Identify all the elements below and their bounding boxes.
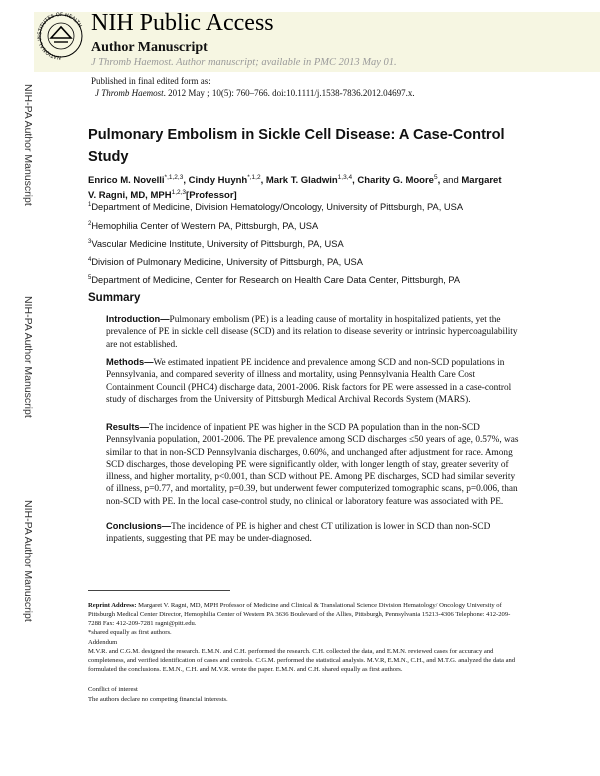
- affiliation: $^1$Department of Medicine, Division Hematology/Oncology, University of Pittsburgh, PA, USA: [88, 202, 464, 213]
- addendum-label: Addendum: [88, 639, 118, 646]
- authors-and: and: [442, 175, 459, 187]
- journal-name: J Thromb Haemost: [95, 88, 164, 98]
- author-name: Margaret V. Ragni, MD, MPH: [88, 175, 502, 202]
- summary-heading: Summary: [88, 292, 141, 304]
- availability-note: J Thromb Haemost. Author manuscript; available in PMC 2013 May 01.: [91, 57, 397, 68]
- abstract-results: Results—The incidence of inpatient PE was higher in the SCD PA population than in the non-SCD Pennsylvania population, 2001-2006. The PE prevalence among SCD discharges ≤50 years of age, 0.57%, was similar to that in non-SCD Pennsylvania discharges, 0.60%, and unchanged after adjustment for race. Among SCD discharges, those developing PE were significantly older, with longer length of stay, greater severity of illness, and higher mortality, p<0.001, than SCD without PE. Among PE discharges, SCD had similar severity of illness, p=0.77, and mortality, p=0.39, but underwent fewer computerized tomographic scans, p=0.006, than non-SCD with PE. In the local case-control study, no clinical or laboratory feature was associated with PE.: [106, 422, 519, 507]
- header-title: NIH Public Access: [91, 10, 274, 36]
- reprint-address: Reprint Address: Margaret V. Ragni, MD, MPH Professor of Medicine and Clinical & Translational Science Division Hematology/ Oncology University of Pittsburgh Medical Center Director, Hemophilia Center of Western PA 3636 Boulevard of the Allies, Pittsburgh, Pennsylvania 15213-4306 Telephone: 412-209-7288 Fax: 412-209-7281 ragni@pitt.edu.: [88, 602, 511, 627]
- affiliation: $^2$Hemophilia Center of Western PA, Pittsburgh, PA, USA: [88, 221, 319, 232]
- coi-text: The authors declare no competing financial interests.: [88, 696, 228, 703]
- side-label-bottom: NIH-PA Author Manuscript: [22, 500, 34, 622]
- author-name: Charity G. Moore: [357, 175, 434, 187]
- side-label-middle: NIH-PA Author Manuscript: [22, 296, 34, 418]
- nih-logo-icon: [36, 8, 86, 64]
- shared-authorship-note: *shared equally as first authors.: [88, 629, 172, 636]
- author-name: Cindy Huynh: [188, 175, 248, 187]
- paper-title: Pulmonary Embolism in Sickle Cell Disease: A Case-Control Study: [88, 127, 505, 165]
- citation-line: [95, 88, 415, 99]
- author-role: [Professor]: [186, 190, 237, 202]
- side-label-top: NIH-PA Author Manuscript: [22, 84, 34, 206]
- logo-ring-text: NATIONAL INSTITUTES OF HEALTH: [36, 11, 83, 61]
- header-subtitle: Author Manuscript: [91, 40, 208, 55]
- affiliation: $^4$Division of Pulmonary Medicine, University of Pittsburgh, PA, USA: [88, 257, 363, 268]
- coi-label: Conflict of interest: [88, 686, 138, 693]
- abstract-conclusions: Conclusions—The incidence of PE is higher and chest CT utilization is lower in SCD than non-SCD inpatients, suggesting that PE may be under-diagnosed.: [106, 521, 491, 545]
- affiliation: $^3$Vascular Medicine Institute, University of Pittsburgh, PA, USA: [88, 239, 344, 250]
- published-line: Published in final edited form as:: [91, 76, 211, 86]
- svg-text:NATIONAL INSTITUTES OF HEALTH: [37, 12, 83, 60]
- author-list: Enrico M. Novelli$^{*,1,2,3}$, Cindy Huynh$^{*,1,2}$, Mark T. Gladwin$^{1,3,4}$, Charity G. Moore$^5$, and Margaret V. Ragni, MD, MPH$^{1,2,3}$[Professor]: [88, 174, 502, 202]
- affiliation: $^5$Department of Medicine, Center for Research on Health Care Data Center, Pittsburgh, PA: [88, 275, 461, 286]
- author-name: Enrico M. Novelli: [88, 175, 165, 187]
- abstract-methods: Methods—We estimated inpatient PE incidence and prevalence among SCD and non-SCD populations in Pennsylvania, and compared severity of illness and mortality, using Pennsylvania Health Care Cost Containment Council (PHC4) discharge data, 2001-2006. Risk factors for PE were assessed in a case-control study of discharges from the University of Pittsburgh Medical Archival Records System (MARS).: [106, 357, 512, 405]
- citation-details: . 2012 May ; 10(5): 760–766. doi:10.1111/j.1538-7836.2012.04697.x.: [163, 88, 415, 98]
- footnote-divider: [88, 590, 230, 591]
- author-name: Mark T. Gladwin: [265, 175, 338, 187]
- addendum-text: M.V.R. and C.G.M. designed the research. E.M.N. and C.H. performed the research. C.H. collected the data, and E.M.N. reviewed cases for accuracy and completeness, and verified identification of cases and controls. C.G.M. performed the statistical analysis. M.V.R, E.M.N., C.H., and M.T.G. analyzed the data and formulated the conclusions. E.M.N., C.H. and M.V.R. wrote the paper. E.M.N. and C.H. shared equally as first authors.: [88, 648, 516, 673]
- abstract-introduction: Introduction—Pulmonary embolism (PE) is a leading cause of mortality in hospitalized patients, yet the prevalence of PE in sickle cell disease (SCD) and its relation to disease severity or intrinsic hypercoagulability are not established.: [106, 314, 518, 350]
